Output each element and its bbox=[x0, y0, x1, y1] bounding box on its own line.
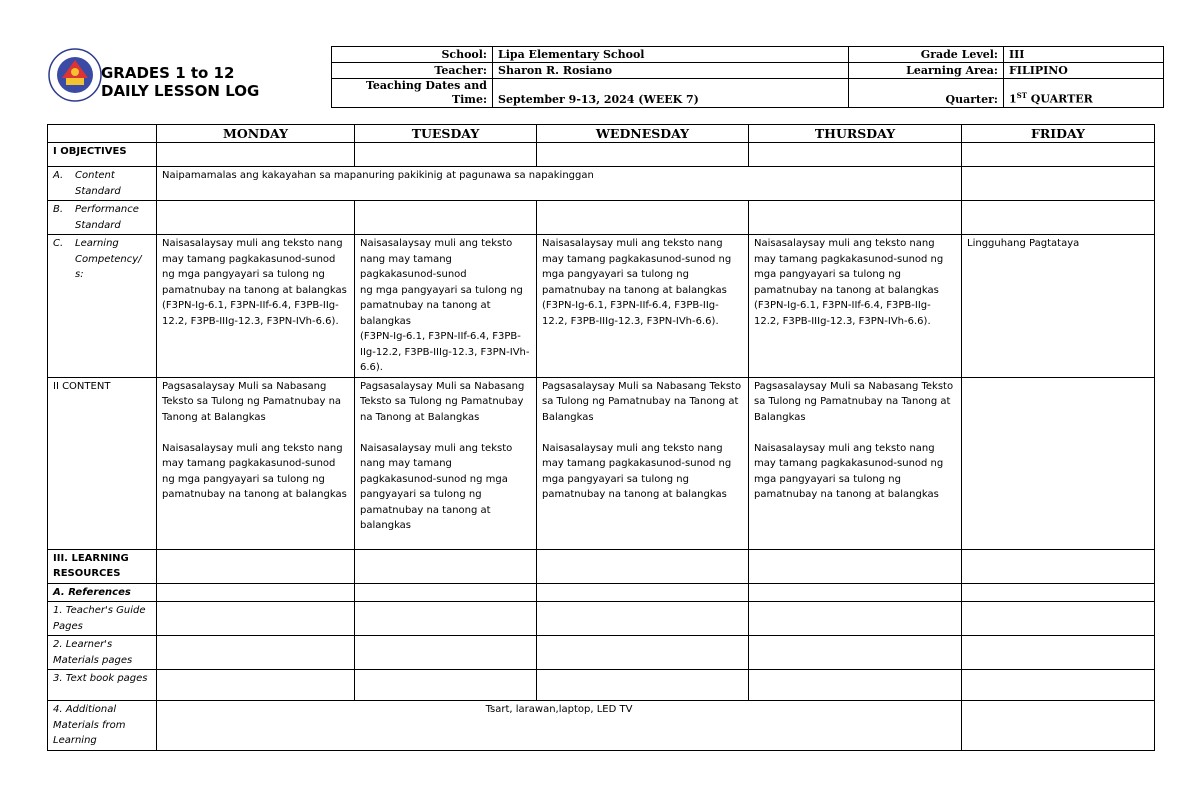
school-value: Lipa Elementary School bbox=[493, 47, 849, 63]
teacher-guide-label: 1. Teacher's Guide Pages bbox=[48, 602, 157, 636]
competency-monday: Naisasalaysay muli ang teksto nang may tamang pagkakasunod-sunod ng mga pangyayari sa tulong ng pamatnubay na tanong at balangkas (F3PN-Ig-6.1, F3PN-IIf-6.4, F3PB-IIg-12.2, F3PB-IIIg-12.3, F3PN-IVh-6.6). bbox=[157, 235, 355, 378]
competency-tuesday: Naisasalaysay muli ang teksto nang may tamang pagkakasunod-sunod ng mga pangyayari sa tulong ng pamatnubay na tanong at balangkas (F3PN-Ig-6.1, F3PN-IIf-6.4, F3PB-IIg-12.2, F3PB-IIIg-12.3, F3PN-IVh-6.6). bbox=[355, 235, 537, 378]
quarter-number: 1 bbox=[1009, 93, 1017, 106]
day-monday: MONDAY bbox=[157, 125, 355, 143]
performance-standard-letter: B. bbox=[53, 204, 64, 215]
content-standard-label bbox=[48, 167, 157, 201]
content-standard-row bbox=[48, 167, 1155, 201]
grade-level-label: Grade Level: bbox=[849, 47, 1004, 63]
day-wednesday: WEDNESDAY bbox=[537, 125, 749, 143]
references-label: A. References bbox=[48, 583, 157, 602]
performance-standard-text: Performance Standard bbox=[75, 204, 139, 231]
deped-seal-logo bbox=[48, 48, 102, 102]
teaching-dates-label bbox=[332, 79, 493, 108]
learner-materials-row bbox=[48, 636, 1155, 670]
quarter-label: Quarter: bbox=[849, 79, 1004, 108]
teaching-dates-label-line2: Time: bbox=[451, 93, 487, 106]
content-tuesday: Pagsasalaysay Muli sa Nabasang Teksto sa Tulong ng Pamatnubay na Tanong at Balangkas Naisasalaysay muli ang teksto nang may tamang pagkakasunod-sunod ng mga pangyayari sa tulong ng pamatnubay na tanong at balangkas bbox=[355, 377, 537, 549]
lesson-log-table bbox=[47, 124, 1155, 751]
teaching-dates-value: September 9-13, 2024 (WEEK 7) bbox=[493, 79, 849, 108]
objectives-label: I OBJECTIVES bbox=[48, 143, 157, 167]
content-label: II CONTENT bbox=[48, 377, 157, 549]
content-standard-letter: A. bbox=[53, 170, 64, 181]
quarter-value bbox=[1004, 79, 1164, 108]
quarter-text: QUARTER bbox=[1026, 93, 1093, 106]
teacher-guide-row bbox=[48, 602, 1155, 636]
textbook-row bbox=[48, 670, 1155, 701]
content-standard-value: Naipamamalas ang kakayahan sa mapanuring pakikinig at pagunawa sa napakinggan bbox=[157, 167, 962, 201]
day-header-row bbox=[48, 125, 1155, 143]
content-wednesday: Pagsasalaysay Muli sa Nabasang Teksto sa Tulong ng Pamatnubay na Tanong at Balangkas Naisasalaysay muli ang teksto nang may tamang pagkakasunod-sunod ng mga pangyayari sa tulong ng pamatnubay na tanong at balangkas bbox=[537, 377, 749, 549]
competency-row bbox=[48, 235, 1155, 378]
competency-wednesday: Naisasalaysay muli ang teksto nang may tamang pagkakasunod-sunod ng mga pangyayari sa tulong ng pamatnubay na tanong at balangkas (F3PN-Ig-6.1, F3PN-IIf-6.4, F3PB-IIg-12.2, F3PB-IIIg-12.3, F3PN-IVh-6.6). bbox=[537, 235, 749, 378]
content-friday bbox=[962, 377, 1155, 549]
learner-materials-label: 2. Learner's Materials pages bbox=[48, 636, 157, 670]
quarter-suffix: ST bbox=[1016, 91, 1027, 101]
competency-friday: Lingguhang Pagtataya bbox=[962, 235, 1155, 378]
content-monday: Pagsasalaysay Muli sa Nabasang Teksto sa Tulong ng Pamatnubay na Tanong at Balangkas Naisasalaysay muli ang teksto nang may tamang pagkakasunod-sunod ng mga pangyayari sa tulong ng pamatnubay na tanong at balangkas bbox=[157, 377, 355, 549]
references-row bbox=[48, 583, 1155, 602]
header-info-table bbox=[331, 46, 1164, 108]
corner-cell bbox=[48, 125, 157, 143]
school-label: School: bbox=[332, 47, 493, 63]
content-thursday: Pagsasalaysay Muli sa Nabasang Teksto sa Tulong ng Pamatnubay na Tanong at Balangkas Naisasalaysay muli ang teksto nang may tamang pagkakasunod-sunod ng mga pangyayari sa tulong ng pamatnubay na tanong at balangkas bbox=[749, 377, 962, 549]
competency-text: Learning Competency/ s: bbox=[75, 238, 142, 280]
additional-materials-row bbox=[48, 701, 1155, 751]
teacher-label: Teacher: bbox=[332, 63, 493, 79]
performance-standard-row bbox=[48, 201, 1155, 235]
grade-level-value: III bbox=[1004, 47, 1164, 63]
title-line-1: GRADES 1 to 12 bbox=[101, 64, 235, 82]
additional-materials-value: Tsart, larawan,laptop, LED TV bbox=[157, 701, 962, 751]
teaching-dates-label-line1: Teaching Dates and bbox=[365, 79, 487, 92]
learning-area-value: FILIPINO bbox=[1004, 63, 1164, 79]
day-tuesday: TUESDAY bbox=[355, 125, 537, 143]
document-title bbox=[101, 64, 259, 100]
title-line-2: DAILY LESSON LOG bbox=[101, 82, 260, 100]
resources-row bbox=[48, 549, 1155, 583]
learning-area-label: Learning Area: bbox=[849, 63, 1004, 79]
objectives-row bbox=[48, 143, 1155, 167]
content-standard-text: Content Standard bbox=[75, 170, 121, 197]
content-row bbox=[48, 377, 1155, 549]
competency-thursday: Naisasalaysay muli ang teksto nang may tamang pagkakasunod-sunod ng mga pangyayari sa tulong ng pamatnubay na tanong at balangkas (F3PN-Ig-6.1, F3PN-IIf-6.4, F3PB-IIg-12.2, F3PB-IIIg-12.3, F3PN-IVh-6.6). bbox=[749, 235, 962, 378]
teacher-value: Sharon R. Rosiano bbox=[493, 63, 849, 79]
performance-standard-label bbox=[48, 201, 157, 235]
day-thursday: THURSDAY bbox=[749, 125, 962, 143]
additional-materials-label: 4. Additional Materials from Learning bbox=[48, 701, 157, 751]
competency-letter: C. bbox=[53, 238, 64, 249]
day-friday: FRIDAY bbox=[962, 125, 1155, 143]
textbook-label: 3. Text book pages bbox=[48, 670, 157, 701]
competency-label bbox=[48, 235, 157, 378]
resources-label: III. LEARNING RESOURCES bbox=[48, 549, 157, 583]
